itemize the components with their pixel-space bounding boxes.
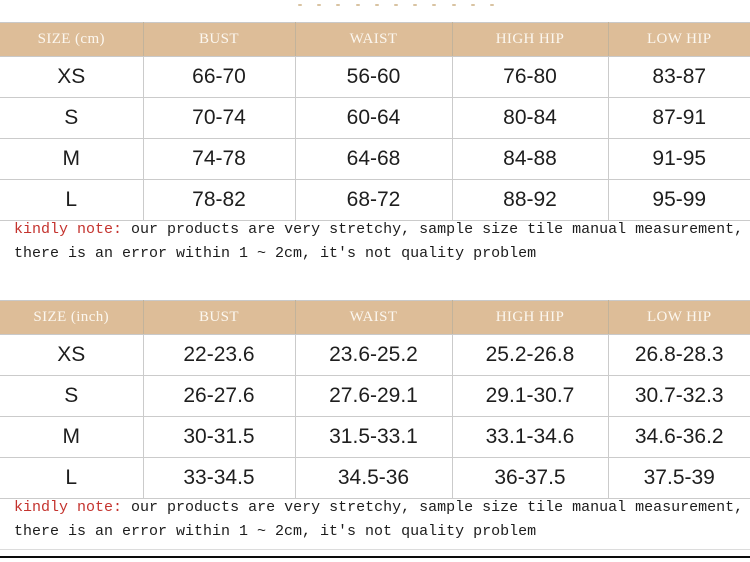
table-cell: 76-80 — [452, 57, 608, 98]
note-label: kindly note: — [14, 499, 123, 516]
size-label-cell: S — [0, 98, 143, 139]
table-cell: 74-78 — [143, 139, 295, 180]
cropped-top-text-fragments — [298, 2, 494, 6]
table-cell: 25.2-26.8 — [452, 335, 608, 376]
table-cell: 31.5-33.1 — [295, 417, 452, 458]
size-label-cell: M — [0, 417, 143, 458]
table-cell: 88-92 — [452, 180, 608, 221]
header-low-hip: LOW HIP — [608, 301, 750, 335]
note-text-1: our products are very stretchy, sample size tile manual measurement, — [131, 221, 744, 238]
table-cell: 91-95 — [608, 139, 750, 180]
size-label-cell: S — [0, 376, 143, 417]
table-cell: 30.7-32.3 — [608, 376, 750, 417]
kindly-note-cm — [14, 218, 744, 266]
table-cell: 29.1-30.7 — [452, 376, 608, 417]
table-cell: 84-88 — [452, 139, 608, 180]
header-size-cm: SIZE (cm) — [0, 23, 143, 57]
table-cell: 78-82 — [143, 180, 295, 221]
note-line-2: there is an error within 1 ~ 2cm, it's not quality problem — [14, 245, 537, 262]
size-table-cm — [0, 22, 750, 221]
table-cell: 34.6-36.2 — [608, 417, 750, 458]
table-cell: 34.5-36 — [295, 458, 452, 499]
header-high-hip: HIGH HIP — [452, 301, 608, 335]
note-line-2: there is an error within 1 ~ 2cm, it's not quality problem — [14, 523, 537, 540]
size-label-cell: XS — [0, 335, 143, 376]
table-cell: 26.8-28.3 — [608, 335, 750, 376]
header-high-hip: HIGH HIP — [452, 23, 608, 57]
size-label-cell: L — [0, 458, 143, 499]
table-cell: 26-27.6 — [143, 376, 295, 417]
header-waist: WAIST — [295, 23, 452, 57]
table-cell: 33-34.5 — [143, 458, 295, 499]
table-cell: 95-99 — [608, 180, 750, 221]
table-cell: 33.1-34.6 — [452, 417, 608, 458]
header-size-inch: SIZE (inch) — [0, 301, 143, 335]
note-line-1 — [14, 496, 744, 520]
kindly-note-inch — [14, 496, 744, 544]
table-cell: 30-31.5 — [143, 417, 295, 458]
header-bust: BUST — [143, 301, 295, 335]
table-row-l — [0, 180, 750, 221]
note-label: kindly note: — [14, 221, 123, 238]
table-row-xs — [0, 335, 750, 376]
table-cell: 27.6-29.1 — [295, 376, 452, 417]
header-low-hip: LOW HIP — [608, 23, 750, 57]
table-cell: 56-60 — [295, 57, 452, 98]
table-header-row-cm — [0, 23, 750, 57]
table-cell: 66-70 — [143, 57, 295, 98]
table-row-l — [0, 458, 750, 499]
size-table-inch — [0, 300, 750, 499]
header-bust: BUST — [143, 23, 295, 57]
table-row-m — [0, 417, 750, 458]
table-cell: 80-84 — [452, 98, 608, 139]
table-cell: 64-68 — [295, 139, 452, 180]
table-row-xs — [0, 57, 750, 98]
bottom-hairline-divider — [0, 549, 750, 550]
bottom-black-rule — [0, 556, 750, 558]
table-row-m — [0, 139, 750, 180]
size-label-cell: L — [0, 180, 143, 221]
table-cell: 68-72 — [295, 180, 452, 221]
table-cell: 87-91 — [608, 98, 750, 139]
table-cell: 22-23.6 — [143, 335, 295, 376]
table-row-s — [0, 376, 750, 417]
header-waist: WAIST — [295, 301, 452, 335]
note-text-1: our products are very stretchy, sample size tile manual measurement, — [131, 499, 744, 516]
size-label-cell: M — [0, 139, 143, 180]
note-line-1 — [14, 218, 744, 242]
table-cell: 37.5-39 — [608, 458, 750, 499]
size-label-cell: XS — [0, 57, 143, 98]
table-cell: 70-74 — [143, 98, 295, 139]
table-header-row-inch — [0, 301, 750, 335]
table-cell: 36-37.5 — [452, 458, 608, 499]
table-cell: 83-87 — [608, 57, 750, 98]
table-cell: 23.6-25.2 — [295, 335, 452, 376]
table-row-s — [0, 98, 750, 139]
table-cell: 60-64 — [295, 98, 452, 139]
